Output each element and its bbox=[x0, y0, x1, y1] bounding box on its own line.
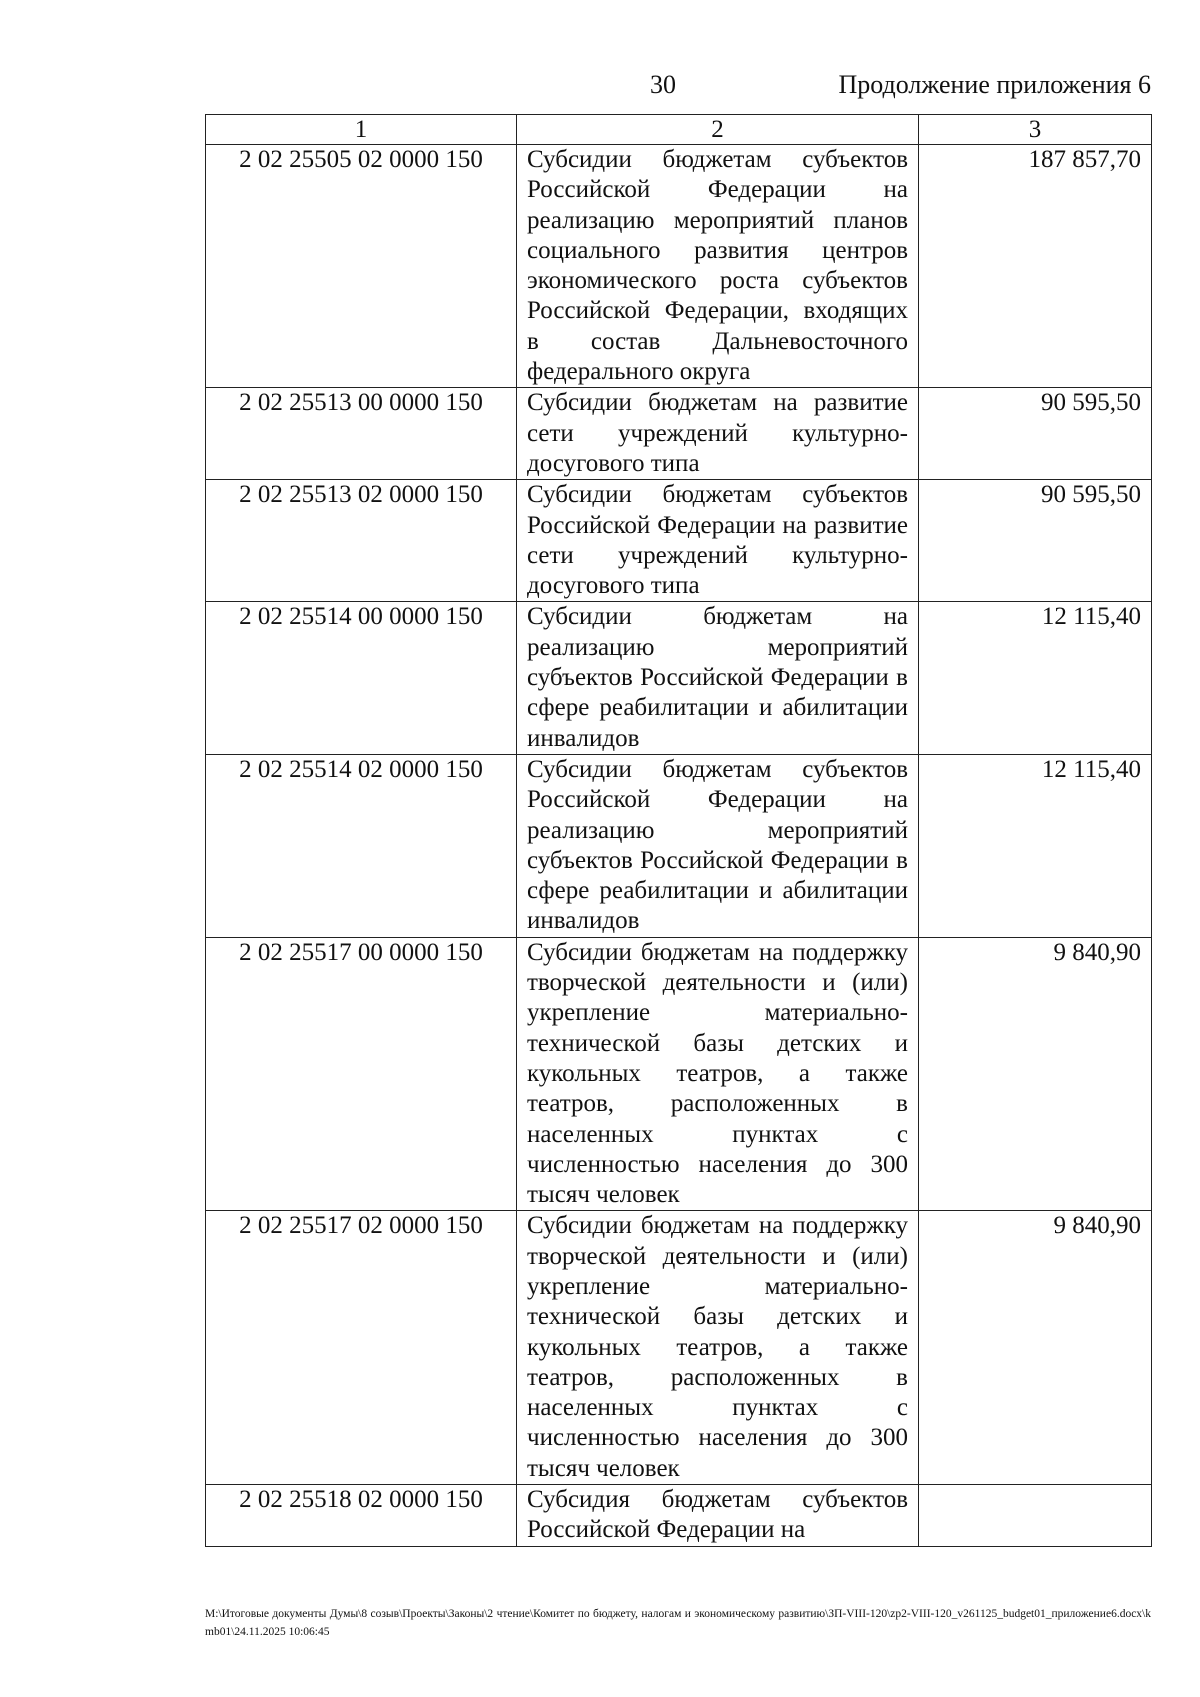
row-name: Субсидии бюджетам на поддержку творческой деятельности и (или) укрепление материально-технической базы детских и кукольных театров, а также театров, расположенных в населенных пунктах с численностью населения до 300 тысяч человек bbox=[517, 937, 919, 1211]
row-name: Субсидия бюджетам субъектов Российской Федерации на bbox=[517, 1485, 919, 1547]
column-header-amount: 3 bbox=[919, 115, 1152, 145]
row-name: Субсидии бюджетам субъектов Российской Федерации на развитие сети учреждений культурно-досугового типа bbox=[517, 480, 919, 602]
row-name: Субсидии бюджетам субъектов Российской Федерации на реализацию мероприятий планов социального развития центров экономического роста субъектов Российской Федерации, входящих в состав Дальневосточного федерального округа bbox=[517, 145, 919, 388]
row-name: Субсидии бюджетам на поддержку творческой деятельности и (или) укрепление материально-технической базы детских и кукольных театров, а также театров, расположенных в населенных пунктах с численностью населения до 300 тысяч человек bbox=[517, 1211, 919, 1485]
row-code: 2 02 25517 02 0000 150 bbox=[206, 1211, 517, 1485]
table-row bbox=[206, 480, 1152, 602]
row-code: 2 02 25517 00 0000 150 bbox=[206, 937, 517, 1211]
table-row bbox=[206, 754, 1152, 937]
column-header-name: 2 bbox=[517, 115, 919, 145]
continuation-label: Продолжение приложения 6 bbox=[838, 70, 1151, 99]
row-amount: 9 840,90 bbox=[919, 1211, 1152, 1485]
row-amount: 9 840,90 bbox=[919, 937, 1152, 1211]
table-header-row bbox=[206, 115, 1152, 145]
table-row bbox=[206, 388, 1152, 480]
row-amount: 12 115,40 bbox=[919, 754, 1152, 937]
budget-table bbox=[205, 114, 1152, 1547]
row-amount: 90 595,50 bbox=[919, 480, 1152, 602]
row-code: 2 02 25513 00 0000 150 bbox=[206, 388, 517, 480]
row-code: 2 02 25514 02 0000 150 bbox=[206, 754, 517, 937]
table-row bbox=[206, 602, 1152, 754]
row-code: 2 02 25513 02 0000 150 bbox=[206, 480, 517, 602]
table-row bbox=[206, 1485, 1152, 1547]
row-amount: 187 857,70 bbox=[919, 145, 1152, 388]
table-row bbox=[206, 1211, 1152, 1485]
row-name: Субсидии бюджетам на реализацию мероприятий субъектов Российской Федерации в сфере реабилитации и абилитации инвалидов bbox=[517, 602, 919, 754]
row-name: Субсидии бюджетам субъектов Российской Федерации на реализацию мероприятий субъектов Российской Федерации в сфере реабилитации и абилитации инвалидов bbox=[517, 754, 919, 937]
row-name: Субсидии бюджетам на развитие сети учреждений культурно-досугового типа bbox=[517, 388, 919, 480]
row-amount bbox=[919, 1485, 1152, 1547]
table-row bbox=[206, 937, 1152, 1211]
row-amount: 90 595,50 bbox=[919, 388, 1152, 480]
row-code: 2 02 25505 02 0000 150 bbox=[206, 145, 517, 388]
column-header-code: 1 bbox=[206, 115, 517, 145]
table-row bbox=[206, 145, 1152, 388]
row-code: 2 02 25514 00 0000 150 bbox=[206, 602, 517, 754]
row-amount: 12 115,40 bbox=[919, 602, 1152, 754]
page-number: 30 bbox=[650, 70, 676, 99]
file-path-footer: M:\Итоговые документы Думы\8 созыв\Проекты\Законы\2 чтение\Комитет по бюджету, налогам и экономическому развитию\ЗП-VIII-120\zp2-VIII-120_v261125_budget01_приложение6.docx\kmb01\24.11.2025 10:06:45 bbox=[205, 1608, 1151, 1638]
row-code: 2 02 25518 02 0000 150 bbox=[206, 1485, 517, 1547]
